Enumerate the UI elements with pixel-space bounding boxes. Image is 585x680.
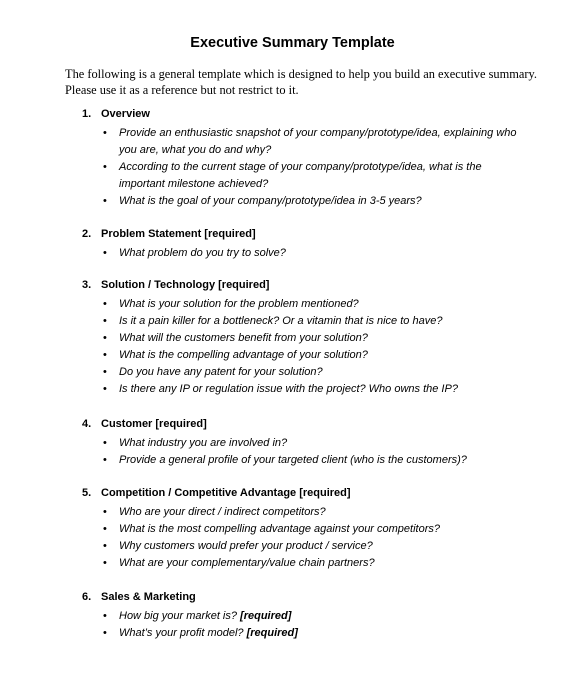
bullet-icon: • bbox=[103, 627, 107, 639]
list-item-text: What is the compelling advantage of your solution? bbox=[119, 349, 368, 361]
list-item bbox=[103, 313, 543, 330]
list-item-text bbox=[119, 608, 543, 625]
intro-line: The following is a general template which is designed to help you build an executive summary. bbox=[65, 67, 537, 81]
list-item bbox=[103, 159, 543, 193]
section-number: 2. bbox=[82, 228, 92, 240]
bullet-icon: • bbox=[103, 315, 107, 327]
section-title: Solution / Technology [required] bbox=[101, 279, 270, 291]
list-item bbox=[103, 330, 543, 347]
list-item bbox=[103, 381, 543, 398]
list-item-text-cont: you are, what you do and why? bbox=[119, 144, 272, 156]
bullet-icon: • bbox=[103, 332, 107, 344]
bullet-list bbox=[103, 435, 543, 469]
bullet-icon: • bbox=[103, 366, 107, 378]
list-item bbox=[103, 521, 543, 538]
list-item bbox=[103, 347, 543, 364]
bullet-icon: • bbox=[103, 523, 107, 535]
bullet-icon: • bbox=[103, 247, 107, 259]
list-item bbox=[103, 452, 543, 469]
section-title: Problem Statement [required] bbox=[101, 228, 256, 240]
section-title: Overview bbox=[101, 108, 150, 120]
section-heading bbox=[82, 487, 351, 499]
list-item-text: What is your solution for the problem mentioned? bbox=[119, 298, 359, 310]
section-title: Competition / Competitive Advantage [required] bbox=[101, 487, 351, 499]
list-item-text: Provide a general profile of your targeted client (who is the customers)? bbox=[119, 454, 467, 466]
section-heading bbox=[82, 108, 150, 120]
section-heading bbox=[82, 279, 269, 291]
bullet-icon: • bbox=[103, 383, 107, 395]
list-item-text bbox=[119, 625, 543, 642]
section-number: 1. bbox=[82, 108, 92, 120]
list-item-text: What industry you are involved in? bbox=[119, 437, 288, 449]
list-item-text: What will the customers benefit from your solution? bbox=[119, 332, 368, 344]
section-number: 6. bbox=[82, 591, 92, 603]
list-item bbox=[103, 364, 543, 381]
bullet-list bbox=[103, 504, 543, 572]
bullet-icon: • bbox=[103, 127, 107, 139]
list-item-text: What problem do you try to solve? bbox=[119, 247, 286, 259]
bullet-icon: • bbox=[103, 349, 107, 361]
section-title: Customer [required] bbox=[101, 418, 207, 430]
list-item-text: What are your complementary/value chain partners? bbox=[119, 557, 375, 569]
section-heading bbox=[82, 591, 196, 603]
section-heading bbox=[82, 228, 256, 240]
list-item bbox=[103, 555, 543, 572]
list-item-question: What’s your profit model? bbox=[119, 627, 247, 639]
bullet-icon: • bbox=[103, 506, 107, 518]
list-item-text: Provide an enthusiastic snapshot of your company/prototype/idea, explaining who bbox=[119, 127, 517, 139]
bullet-list bbox=[103, 125, 543, 210]
bullet-list bbox=[103, 608, 543, 642]
required-tag: [required] bbox=[246, 627, 298, 639]
list-item-text: According to the current stage of your company/prototype/idea, what is the bbox=[119, 161, 482, 173]
section-heading bbox=[82, 418, 207, 430]
section-number: 4. bbox=[82, 418, 92, 430]
list-item bbox=[103, 538, 543, 555]
intro-line: Please use it as a reference but not restrict to it. bbox=[65, 83, 299, 97]
list-item-text: Who are your direct / indirect competitors? bbox=[119, 506, 326, 518]
bullet-icon: • bbox=[103, 610, 107, 622]
list-item-text: What is the most compelling advantage against your competitors? bbox=[119, 523, 440, 535]
list-item bbox=[103, 608, 543, 625]
section-number: 5. bbox=[82, 487, 92, 499]
list-item bbox=[103, 245, 543, 262]
bullet-icon: • bbox=[103, 557, 107, 569]
bullet-icon: • bbox=[103, 298, 107, 310]
bullet-icon: • bbox=[103, 454, 107, 466]
required-tag: [required] bbox=[240, 610, 292, 622]
list-item bbox=[103, 435, 543, 452]
list-item-question: How big your market is? bbox=[119, 610, 241, 622]
bullet-icon: • bbox=[103, 195, 107, 207]
list-item-text: Is there any IP or regulation issue with the project? Who owns the IP? bbox=[119, 383, 458, 395]
section-number: 3. bbox=[82, 279, 92, 291]
bullet-list bbox=[103, 245, 543, 262]
list-item bbox=[103, 125, 543, 159]
list-item-text: Why customers would prefer your product / service? bbox=[119, 540, 373, 552]
list-item-text: Is it a pain killer for a bottleneck? Or a vitamin that is nice to have? bbox=[119, 315, 443, 327]
bullet-icon: • bbox=[103, 540, 107, 552]
list-item-text-cont: important milestone achieved? bbox=[119, 178, 269, 190]
list-item-text: Do you have any patent for your solution? bbox=[119, 366, 323, 378]
document-title: Executive Summary Template bbox=[190, 35, 395, 51]
list-item bbox=[103, 504, 543, 521]
list-item-text: What is the goal of your company/prototype/idea in 3-5 years? bbox=[119, 195, 422, 207]
list-item bbox=[103, 625, 543, 642]
section-title: Sales & Marketing bbox=[101, 591, 196, 603]
bullet-list bbox=[103, 296, 543, 398]
list-item bbox=[103, 296, 543, 313]
list-item bbox=[103, 193, 543, 210]
bullet-icon: • bbox=[103, 437, 107, 449]
intro-paragraph bbox=[65, 66, 565, 98]
bullet-icon: • bbox=[103, 161, 107, 173]
